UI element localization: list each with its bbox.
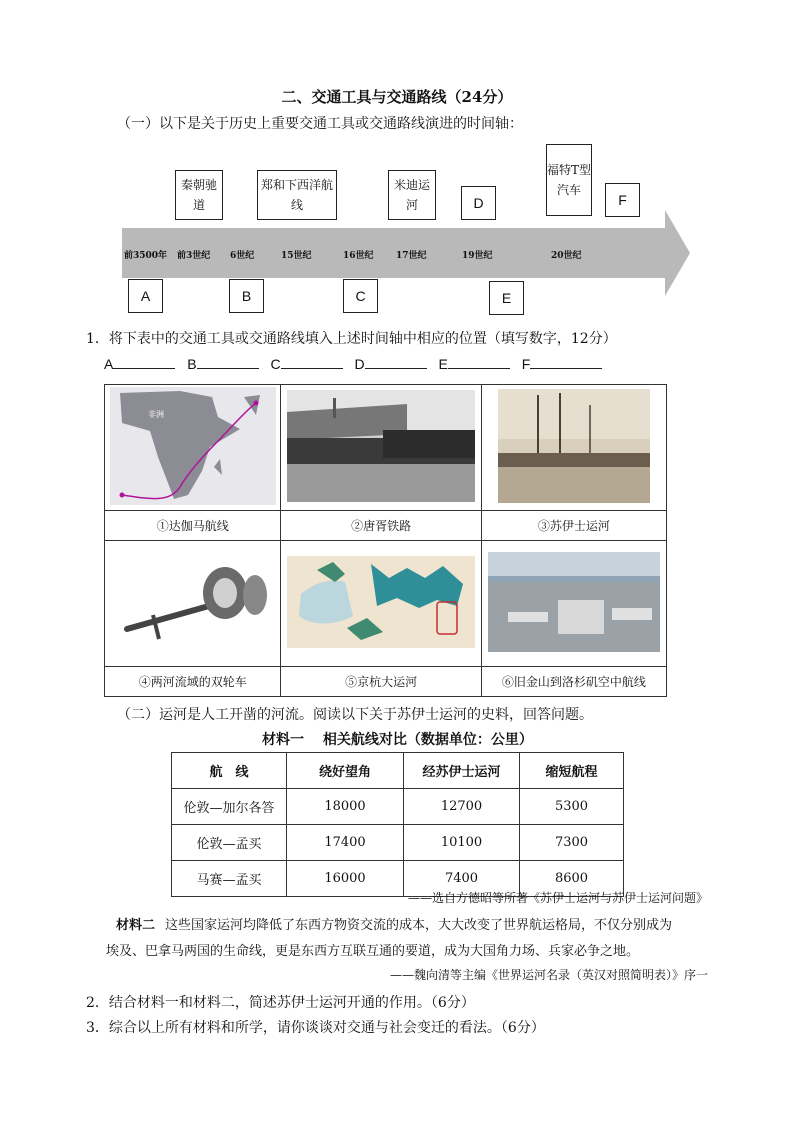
tick-label: 15世纪 [281, 251, 312, 261]
section-title: 二、交通工具与交通路线（24分） [281, 88, 513, 106]
picture-cell [105, 385, 281, 511]
table-header: 航 线 [172, 753, 287, 789]
table-cell: 7300 [520, 825, 624, 861]
table-cell: 18000 [287, 789, 404, 825]
table-header: 缩短航程 [520, 753, 624, 789]
table-cell: 17400 [287, 825, 404, 861]
blank-label: B [187, 356, 197, 372]
answer-blank-f[interactable] [530, 354, 602, 369]
timeline-box-midi-canal: 米迪运河 [388, 170, 436, 220]
caption-5: ⑤京杭大运河 [281, 667, 481, 697]
material2-label: 材料二 [116, 918, 156, 933]
table-cell: 10100 [404, 825, 520, 861]
blank-label: F [521, 356, 531, 372]
timeline-box-ford-car: 福特T型汽车 [546, 144, 592, 216]
question-2: 2．结合材料一和材料二，简述苏伊士运河开通的作用。（6分） [86, 995, 475, 1011]
picture-cell [105, 541, 281, 667]
material2-paragraph [106, 914, 672, 933]
blank-label: E [438, 356, 448, 372]
material2-source: ——魏向清等主编《世界运河名录（英汉对照简明表）》序一 [389, 968, 708, 982]
material2-text: 这些国家运河均降低了东西方物资交流的成本，大大改变了世界航运格局，不仅分别成为 [165, 918, 673, 933]
caption-2: ②唐胥铁路 [281, 511, 481, 541]
answer-blank-d[interactable] [365, 354, 427, 369]
answer-blank-e[interactable] [448, 354, 510, 369]
table-cell: 马赛—孟买 [172, 861, 287, 897]
tangxu-railway-photo [287, 390, 475, 502]
material1-source: ——选自方德昭等所著《苏伊士运河与苏伊士运河问题》 [407, 891, 708, 905]
table-header: 绕好望角 [287, 753, 404, 789]
table-cell: 8600 [520, 861, 624, 897]
answer-blank-a[interactable] [113, 354, 175, 369]
table-cell: 伦敦—加尔各答 [172, 789, 287, 825]
timeline-box-b: B [229, 279, 264, 313]
timeline-box-zhenghe-route: 郑和下西洋航线 [257, 170, 337, 220]
material1-title: 材料一 相关航线对比（数据单位：公里） [262, 732, 533, 748]
suez-canal-engraving [498, 389, 650, 503]
picture-cell [481, 541, 666, 667]
timeline-box-f: F [605, 183, 640, 217]
caption-4: ④两河流域的双轮车 [105, 667, 281, 697]
timeline-box-c: C [343, 279, 378, 313]
picture-cell [281, 541, 481, 667]
two-wheeled-chariot-image [113, 557, 273, 647]
table-header: 经苏伊士运河 [404, 753, 520, 789]
picture-cell [481, 385, 666, 511]
airport-aerial-photo [488, 552, 660, 652]
da-gama-route-map [110, 387, 276, 505]
tick-label: 前3500年 [124, 251, 168, 261]
caption-6: ⑥旧金山到洛杉矶空中航线 [481, 667, 666, 697]
route-comparison-table [171, 752, 624, 897]
picture-table [104, 384, 667, 697]
question-3: 3．综合以上所有材料和所学，请你谈谈对交通与社会变迁的看法。（6分） [86, 1020, 545, 1036]
table-cell: 16000 [287, 861, 404, 897]
timeline-box-a: A [128, 279, 163, 313]
material2-text-cont: 埃及、巴拿马两国的生命线，更是东西方互联互通的要道，成为大国角力场、兵家必争之地。 [106, 944, 640, 959]
table-cell: 12700 [404, 789, 520, 825]
tick-label: 6世纪 [230, 251, 255, 261]
tick-label: 20世纪 [551, 251, 582, 261]
blank-label: C [270, 356, 281, 372]
timeline-box-e: E [489, 281, 524, 315]
grand-canal-map [287, 556, 475, 648]
part1-intro: （一）以下是关于历史上重要交通工具或交通路线演进的时间轴： [117, 116, 523, 132]
timeline-box-qin-road: 秦朝驰道 [175, 170, 223, 220]
table-cell: 7400 [404, 861, 520, 897]
blank-label: D [354, 356, 365, 372]
table-row [172, 789, 624, 825]
answer-blank-b[interactable] [197, 354, 259, 369]
answer-blanks [104, 354, 602, 372]
table-row [172, 825, 624, 861]
answer-blank-c[interactable] [281, 354, 343, 369]
tick-label: 前3世纪 [177, 251, 211, 261]
blank-label: A [104, 356, 114, 372]
picture-cell [281, 385, 481, 511]
caption-1: ①达伽马航线 [105, 511, 281, 541]
map-label-africa: 非洲 [147, 409, 164, 419]
tick-label: 16世纪 [343, 251, 374, 261]
timeline-box-d: D [461, 186, 496, 220]
table-cell: 5300 [520, 789, 624, 825]
part2-intro: （二）运河是人工开凿的河流。阅读以下关于苏伊士运河的史料，回答问题。 [117, 707, 593, 723]
tick-label: 19世纪 [462, 251, 493, 261]
table-cell: 伦敦—孟买 [172, 825, 287, 861]
caption-3: ③苏伊士运河 [481, 511, 666, 541]
tick-label: 17世纪 [396, 251, 427, 261]
question-1: 1．将下表中的交通工具或交通路线填入上述时间轴中相应的位置（填写数字，12分） [86, 331, 617, 347]
